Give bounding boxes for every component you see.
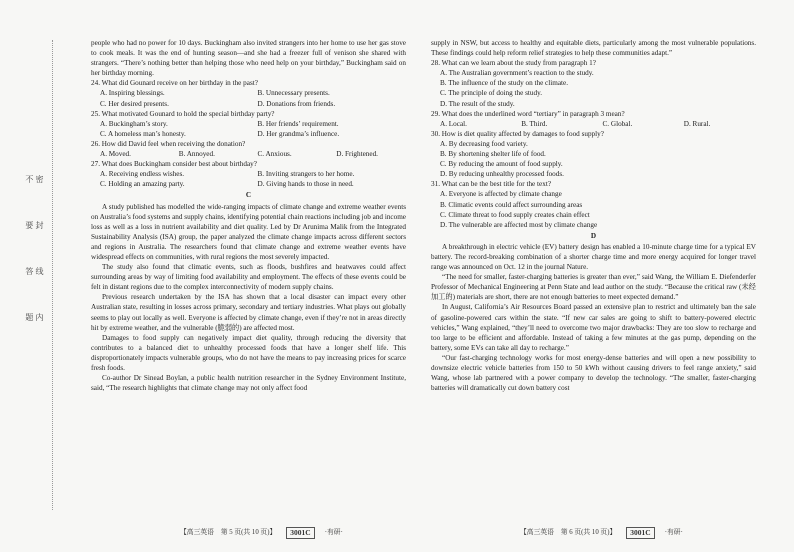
option[interactable]: C. Her desired presents. (100, 99, 169, 108)
option[interactable]: A. Receiving endless wishes. (100, 170, 185, 179)
footer-mark: ·有研· (664, 529, 683, 536)
option[interactable]: D. Frightened. (336, 150, 378, 159)
question-stem: 27. What does Buckingham consider best about birthday? (91, 160, 257, 169)
option[interactable]: C. By reducing the amount of food supply. (440, 160, 563, 169)
paragraph: Previous research undertaken by the ISA has shown that a local disaster can impact every other Australian state, resulting in losses across primary, secondary and tertiary industries. What plays out globally seems to play out locally as well. Everyone is affected by climate change, even if they’re not in areas directly hit by extreme weather, and the vulnerable (脆弱的) are affected most. (91, 293, 406, 332)
footer-label: 【高三英语 第 5 页(共 10 页)】 (180, 529, 277, 536)
passage-b-ending: people who had no power for 10 days. Buckingham also invited strangers into her home to use her gas stove to cook meals. It was the end of hunting season—and she had a freezer full of venison she shared with strangers. “There’s nothing better than helping those who need help on your birthday,” Buckingham said on her birthday morning. (91, 39, 406, 78)
option[interactable]: C. Climate threat to food supply creates chain effect (440, 210, 590, 219)
section-d-title: D (590, 231, 597, 240)
option[interactable]: B. By shortening shelter life of food. (440, 150, 546, 159)
seal-line-notice: 密 封 线 内 不 要 答 题 (24, 175, 44, 339)
option[interactable]: A. The Australian government’s reaction to the study. (440, 69, 594, 78)
paragraph: Co-author Dr Sinead Boylan, a public health nutrition researcher in the Sydney Environment Institute, said, “The research highlights that climate change may not only affect food (91, 374, 406, 393)
option[interactable]: C. A homeless man’s honesty. (100, 129, 186, 138)
question-31 (431, 179, 756, 229)
option[interactable]: D. By reducing unhealthy processed foods. (440, 170, 564, 179)
option[interactable]: A. Buckingham’s story. (100, 119, 168, 128)
question-stem: 30. How is diet quality affected by damages to food supply? (431, 129, 604, 138)
option[interactable]: D. Giving hands to those in need. (257, 180, 354, 189)
paragraph: “Our fast-charging technology works for most energy-dense batteries and will open a new possibility to downsize electric vehicle batteries from 150 to 50 kWh without causing drivers to feel range anxiety,” said Wang, whose lab partnered with a power company to develop the technology. “The smaller, faster-charging batteries will dramatically cut down battery cost (431, 353, 756, 393)
question-27 (91, 159, 406, 189)
section-c-title: C (245, 191, 252, 200)
option[interactable]: D. Donations from friends. (257, 99, 336, 108)
paragraph: “The need for smaller, faster-charging batteries is greater than ever,” said Wang, the William E. Diefenderfer Professor of Mechanical Engineering at Penn State and lead author on the study. “Because the critical raw (未经加工的) materials are short, there are not enough batteries to meet expected demand.” (431, 273, 756, 302)
question-26 (91, 139, 406, 159)
option[interactable]: A. By decreasing food variety. (440, 139, 528, 148)
question-29 (431, 109, 756, 129)
question-24 (91, 78, 406, 108)
option[interactable]: B. Third. (521, 119, 548, 128)
option[interactable]: D. The vulnerable are affected most by climate change (440, 220, 598, 229)
option[interactable]: C. The principle of doing the study. (440, 89, 543, 98)
page-footer-left (180, 527, 343, 539)
passage-c-ending: supply in NSW, but access to healthy and equitable diets, particularly among the most vulnerable populations. These findings could help reform relief strategies to help these communities adapt.” (431, 39, 756, 58)
footer-label: 【高三英语 第 6 页(共 10 页)】 (520, 529, 617, 536)
paragraph: A study published has modelled the wide-ranging impacts of climate change and extreme weather events on Australia’s food systems and supply chains, identifying potential chain reactions including job and income loss as well as a loss in nutrient availability and diet quality. Led by Dr Arunima Malik from the Integrated Sustainability Analysis (ISA) group, the paper analyzed the climate change impacts across different sectors and regions in Australia. The researchers found that climate change and extreme weather events have widespread effects on communities, with rural regions the most severely impacted. (91, 202, 406, 261)
option[interactable]: B. Climatic events could affect surrounding areas (440, 200, 583, 209)
option[interactable]: A. Inspiring blessings. (100, 89, 165, 98)
question-stem: 25. What motivated Gounard to hold the special birthday party? (91, 109, 275, 118)
paper-code: 3001C (286, 527, 314, 539)
question-25 (91, 109, 406, 139)
option[interactable]: C. Holding an amazing party. (100, 180, 185, 189)
option[interactable]: C. Global. (602, 119, 633, 128)
paragraph: Damages to food supply can negatively impact diet quality, through reducing the diversity that contributes to a balanced diet to unhealthy processed foods that have a longer shelf life. This disproportionately impacts vulnerable groups, who do not have the means to pay increasing prices for scarce fresh foods. (91, 333, 406, 372)
paragraph: In August, California’s Air Resources Board passed an extensive plan to restrict and ultimately ban the sale of gasoline-powered cars within the state. “If new car sales are going to shift to battery-powered electric vehicles,” Wang explained, “they’ll need to overcome two major drawbacks: They are too slow to recharge and too large to be efficient and affordable. Instead of taking a few minutes at the gas pump, depending on the battery, some EVs can take all day to recharge.” (431, 303, 756, 352)
question-30 (431, 129, 756, 179)
option[interactable]: B. Unnecessary presents. (257, 89, 330, 98)
option[interactable]: C. Anxious. (257, 150, 292, 159)
page-footer-right (520, 527, 683, 539)
option[interactable]: B. Inviting strangers to her home. (257, 170, 355, 179)
option[interactable]: D. Rural. (683, 119, 711, 128)
seal-line (52, 40, 53, 510)
question-stem: 28. What can we learn about the study from paragraph 1? (431, 59, 596, 68)
paragraph: A breakthrough in electric vehicle (EV) battery design has enabled a 10-minute charge time for a typical EV battery. The record-breaking combination of a shorter charge time and more energy acquired for longer travel range was announced on Oct. 12 in the journal Nature. (431, 242, 756, 272)
footer-mark: ·有研· (324, 529, 343, 536)
question-stem: 31. What can be the best title for the text? (431, 180, 552, 189)
question-stem: 26. How did David feel when receiving the donation? (91, 139, 246, 148)
option[interactable]: B. Her friends’ requirement. (257, 119, 339, 128)
question-28 (431, 58, 756, 108)
option[interactable]: D. The result of the study. (440, 99, 515, 108)
option[interactable]: A. Moved. (100, 150, 131, 159)
option[interactable]: D. Her grandma’s influence. (257, 129, 340, 138)
option[interactable]: B. The influence of the study on the climate. (440, 79, 569, 88)
option[interactable]: A. Local. (440, 119, 467, 128)
right-column (431, 38, 756, 393)
paper-code: 3001C (626, 527, 654, 539)
option[interactable]: B. Annoyed. (178, 150, 215, 159)
question-stem: 24. What did Gounard receive on her birthday in the past? (91, 79, 258, 88)
left-column (91, 38, 406, 393)
question-stem: 29. What does the underlined word “tertiary” in paragraph 3 mean? (431, 109, 625, 118)
paragraph: The study also found that climatic events, such as floods, bushfires and heatwaves could affect surrounding areas by way of limiting food availability and employment. The effects of these events could be felt in distant regions due to the complex interconnectivity of modern supply chains. (91, 263, 406, 292)
option[interactable]: A. Everyone is affected by climate change (440, 190, 562, 199)
